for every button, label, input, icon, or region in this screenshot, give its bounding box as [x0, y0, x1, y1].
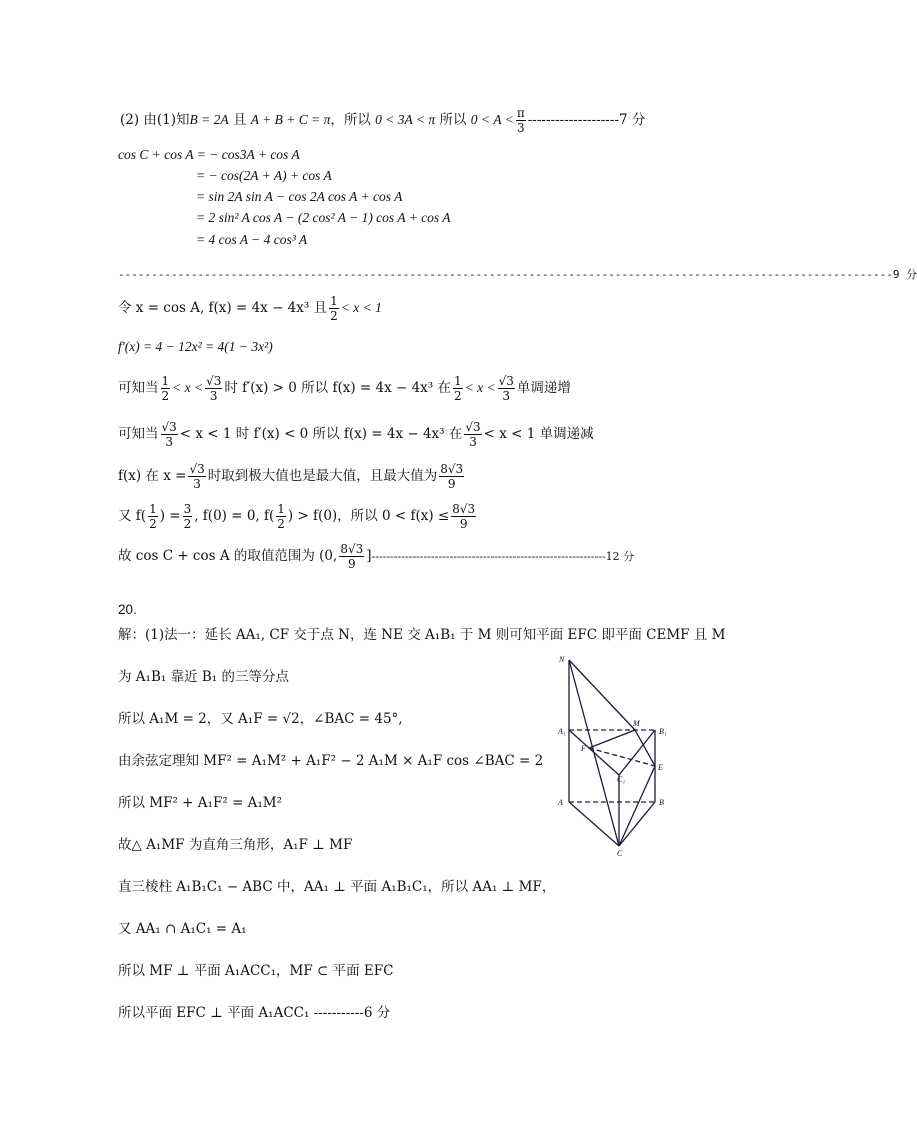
fraction: $\frac{√3}{3}$: [161, 420, 177, 449]
question-number: 20.: [118, 602, 137, 617]
fraction: $\frac{\pi}{3}$: [516, 106, 525, 135]
label-B1: B₁: [659, 727, 667, 736]
text: f(x) 在 x =: [118, 468, 187, 484]
label-N: N: [559, 655, 565, 664]
text: , f(0) = 0, f(: [194, 508, 275, 524]
line-A1C1: [569, 730, 619, 775]
text: 可知当: [118, 426, 159, 442]
fraction: $\frac{1}{2}$: [161, 374, 170, 403]
increasing-line: [118, 374, 571, 403]
fraction: $\frac{√3}{3}$: [189, 462, 205, 491]
text: 单调递增: [516, 380, 571, 396]
prism-figure: [555, 650, 675, 860]
q20-line-3: 所以 A₁M = 2，又 A₁F = √2，∠BAC = 45°,: [118, 711, 403, 727]
text: < x < 1 时 f′(x) < 0 所以 f(x) = 4x − 4x³ 在: [179, 426, 463, 442]
substitution-line: [118, 294, 382, 323]
math: < x <: [172, 380, 204, 395]
line-BC: [619, 802, 655, 846]
text: < x < 1 单调递减: [483, 426, 594, 442]
text: ) =: [159, 508, 181, 524]
text: 时取到极大值也是最大值，且最大值为: [207, 468, 438, 484]
q20-line-8: 又 AA₁ ∩ A₁C₁ = A₁: [118, 921, 247, 937]
math: 0 < A <: [470, 112, 514, 127]
score-9: ---------------------------------------------------------------------------------------------------------------------9 分: [118, 268, 917, 281]
q20-line-7: 直三棱柱 A₁B₁C₁ − ABC 中，AA₁ ⊥ 平面 A₁B₁C₁，所以 AA₁ ⊥ MF，: [118, 879, 556, 895]
expansion-line-2: = − cos(2A + A) + cos A: [196, 168, 332, 183]
label-E: E: [658, 763, 663, 772]
label-C1: C₁: [617, 775, 626, 784]
line-B1C1: [619, 730, 655, 775]
q20-line-4: 由余弦定理知 MF² = A₁M² + A₁F² − 2 A₁M × A₁F cos ∠BAC = 2: [118, 753, 544, 769]
label-F: F: [581, 744, 586, 753]
fraction: $\frac{√3}{3}$: [465, 420, 481, 449]
line-MF: [589, 730, 635, 748]
expansion-line-1: cos C + cos A = − cos3A + cos A: [118, 147, 300, 162]
fraction: $\frac{8√3}{9}$: [340, 542, 364, 571]
expansion-line-5: = 4 cos A − 4 cos³ A: [196, 232, 308, 247]
score-marker: --------------------7 分: [527, 112, 646, 128]
label-B: B: [659, 798, 664, 807]
q20-line-1: 解：(1)法一：延长 AA₁, CF 交于点 N，连 NE 交 A₁B₁ 于 M 则可知平面 EFC 即平面 CEMF 且 M: [118, 627, 726, 643]
fraction: $\frac{1}{2}$: [330, 294, 338, 323]
text: 令 x = cos A, f(x) = 4x − 4x³ 且: [118, 300, 328, 316]
q20-line-2: 为 A₁B₁ 靠近 B₁ 的三等分点: [118, 669, 289, 685]
text: 又 f(: [118, 508, 147, 524]
q20-line-10: 所以平面 EFC ⊥ 平面 A₁ACC₁ -----------6 分: [118, 1005, 391, 1021]
text: 所以: [435, 112, 471, 128]
fraction: $\frac{1}{2}$: [454, 374, 462, 403]
line-AC: [569, 802, 619, 846]
derivative-line: f′(x) = 4 − 12x² = 4(1 − 3x²): [118, 339, 273, 354]
text: 时 f′(x) > 0 所以 f(x) = 4x − 4x³ 在: [224, 380, 451, 396]
fraction: $\frac{8√3}{9}$: [440, 462, 464, 491]
part2-line: [120, 106, 645, 135]
text: 故 cos C + cos A 的取值范围为 (0,: [118, 548, 338, 564]
math: < x <: [464, 380, 496, 395]
also-line: [118, 502, 478, 531]
expansion-line-3: = sin 2A sin A − cos 2A cos A + cos A: [196, 189, 403, 204]
text: ，所以: [330, 112, 376, 128]
fraction: $\frac{1}{2}$: [149, 502, 157, 531]
decreasing-line: [118, 420, 594, 449]
expansion-line-4: = 2 sin² A cos A − (2 cos² A − 1) cos A + cos A: [196, 210, 451, 225]
fraction: $\frac{8√3}{9}$: [452, 502, 476, 531]
q20-line-9: 所以 MF ⊥ 平面 A₁ACC₁，MF ⊂ 平面 EFC: [118, 963, 394, 979]
range-line: [118, 542, 634, 571]
fraction: $\frac{1}{2}$: [277, 502, 285, 531]
text: (2) 由(1)知: [120, 112, 190, 128]
fraction: $\frac{3}{2}$: [183, 502, 192, 531]
text: 可知当: [118, 380, 159, 396]
math: B = 2A: [189, 112, 229, 127]
q20-line-5: 所以 MF² + A₁F² = A₁M²: [118, 795, 283, 811]
label-A: A: [558, 798, 563, 807]
label-C: C: [617, 849, 623, 858]
label-M: M: [633, 719, 640, 728]
math: < x < 1: [340, 300, 382, 315]
fraction: $\frac{√3}{3}$: [498, 374, 514, 403]
max-line: [118, 462, 466, 491]
q20-line-6: 故△ A₁MF 为直角三角形，A₁F ⊥ MF: [118, 837, 353, 853]
text: 且: [228, 112, 251, 128]
math: A + B + C = π: [250, 112, 331, 127]
label-A1: A₁: [558, 727, 566, 736]
line-ME: [635, 730, 655, 766]
fraction: $\frac{√3}{3}$: [206, 374, 222, 403]
score-marker: ---------------------------------------------------------------12 分: [371, 550, 635, 563]
math: 0 < 3A < π: [375, 112, 436, 127]
text: ]: [366, 548, 372, 564]
text: ) > f(0)，所以 0 < f(x) ≤: [287, 508, 450, 524]
